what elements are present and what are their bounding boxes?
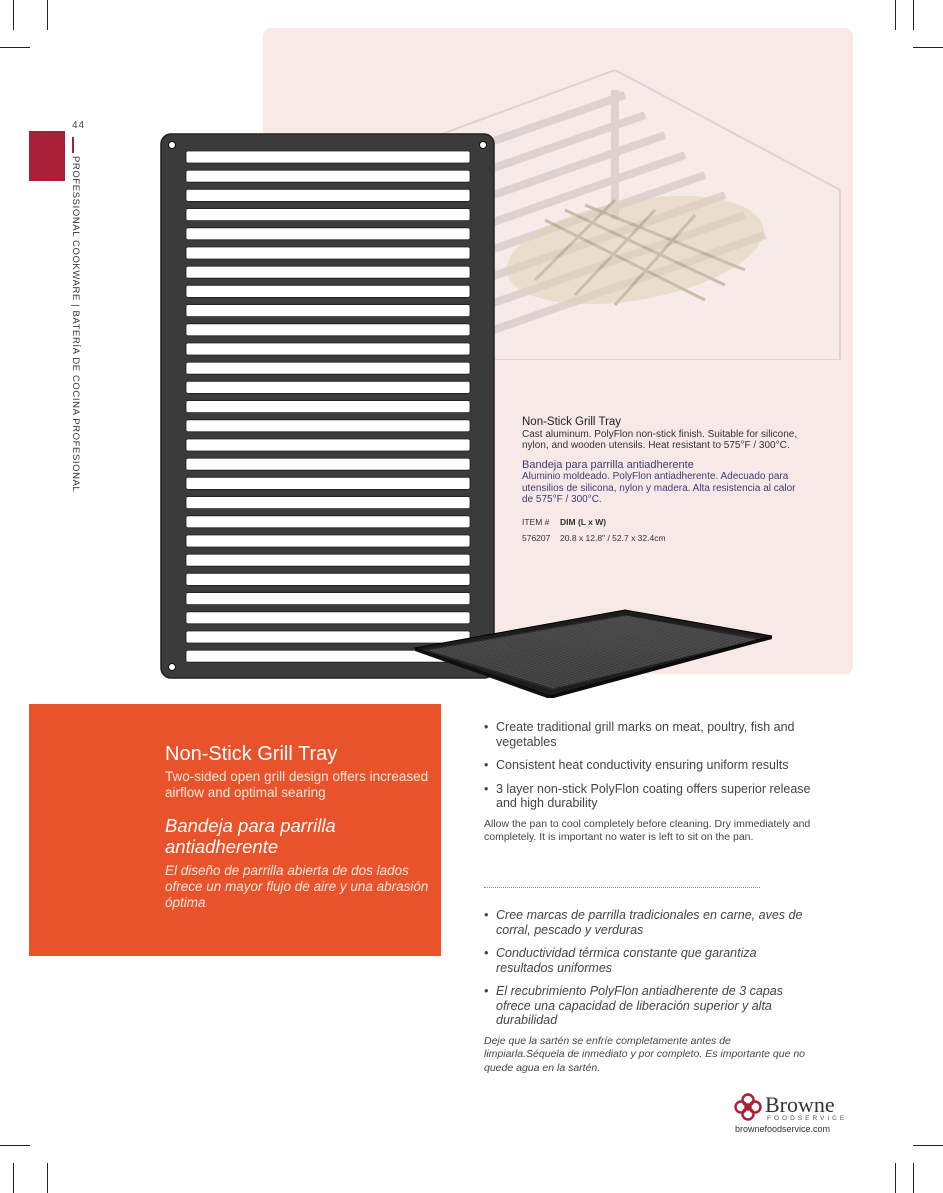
grill-slot — [186, 516, 470, 528]
section-tab — [29, 131, 65, 181]
grill-slot — [186, 247, 470, 259]
grill-slot — [186, 535, 470, 547]
crop-mark — [913, 0, 914, 30]
feature-bullet: • Cree marcas de parrilla tradicionales en carne, aves de corral, pescado y verduras — [484, 908, 814, 937]
grill-slot — [186, 458, 470, 470]
grill-slot — [186, 439, 470, 451]
grill-slot — [186, 381, 470, 393]
crop-mark — [13, 0, 14, 30]
grill-slot — [186, 554, 470, 566]
page-number: 44 — [72, 120, 86, 131]
feature-content — [165, 742, 435, 911]
grill-slot — [186, 305, 470, 317]
feature-subtitle-en: Two-sided open grill design offers increased airflow and optimal searing — [165, 769, 429, 800]
feature-bullet: • 3 layer non-stick PolyFlon coating offers superior release and high durability — [484, 782, 814, 811]
spec-table — [522, 517, 807, 545]
grill-slot — [186, 343, 470, 355]
crop-mark — [913, 47, 943, 48]
grill-rack-image — [160, 133, 495, 679]
spec-header-row — [522, 517, 807, 529]
feature-block — [29, 704, 441, 956]
grill-slot — [186, 170, 470, 182]
product-title-en: Non-Stick Grill Tray — [522, 416, 622, 428]
grill-slot — [186, 593, 470, 605]
care-note-es: Deje que la sartén se enfríe completamente antes de limpiarla.Séquela de inmediato y por completo. Es importante que no quede agua en la sartén. — [484, 1034, 806, 1074]
care-note-en: Allow the pan to cool completely before cleaning. Dry immediately and completely. It is important no water is left to sit on the pan. — [484, 817, 811, 843]
brand-name: Browne — [765, 1092, 835, 1117]
section-label: PROFESSIONAL COOKWARE | BATERÍA DE COCINA PROFESIONAL — [70, 156, 81, 493]
grill-slot — [186, 324, 470, 336]
spec-row — [522, 533, 807, 545]
spec-dimensions: 20.8 x 12.8" / 52.7 x 32.4cm — [560, 533, 666, 543]
crop-mark — [0, 47, 30, 48]
grill-slot — [186, 420, 470, 432]
grill-slot — [186, 151, 470, 163]
brand-sub: FOODSERVICE — [767, 1115, 848, 1122]
feature-bullet: • Consistent heat conductivity ensuring uniform results — [484, 758, 814, 773]
crop-mark — [895, 1163, 896, 1193]
grill-plate-image — [410, 608, 775, 698]
feature-title-es: Bandeja para parrilla antiadherente — [165, 815, 336, 857]
grill-slot — [186, 285, 470, 297]
crop-mark — [13, 1163, 14, 1193]
crop-mark — [0, 1145, 30, 1146]
grill-slot — [186, 189, 470, 201]
product-description-en: Cast aluminum. PolyFlon non-stick finish. Suitable for silicone, nylon, and wooden utensils. Heat resistant to 575°F / 300°C. — [522, 428, 798, 451]
grill-slot — [186, 573, 470, 585]
crop-mark — [895, 0, 896, 30]
crop-mark — [913, 1163, 914, 1193]
grill-slot — [186, 228, 470, 240]
feature-title-en: Non-Stick Grill Tray — [165, 743, 338, 765]
spec-header-dim: DIM (L x W) — [560, 516, 607, 527]
grill-slot — [186, 209, 470, 221]
features-es — [484, 908, 814, 1075]
crop-mark — [47, 1163, 48, 1193]
crop-mark — [913, 1145, 943, 1146]
browne-logo-icon — [733, 1092, 763, 1122]
feature-bullet: • El recubrimiento PolyFlon antiadherente de 3 capas ofrece una capacidad de liberación superior y alta durabilidad — [484, 984, 814, 1028]
section-tab-bar — [72, 137, 74, 153]
feature-subtitle-es: El diseño de parrilla abierta de dos lados ofrece un mayor flujo de aire y una abrasión óptima — [165, 863, 429, 910]
spec-item-number: 576207 — [522, 533, 551, 543]
product-title-es: Bandeja para parrilla antiadherente — [522, 458, 694, 471]
grill-slot — [186, 401, 470, 413]
website-link[interactable]: brownefoodservice.com — [735, 1124, 831, 1134]
grill-slot — [186, 266, 470, 278]
grill-slot — [186, 362, 470, 374]
product-description-es: Aluminio moldeado. PolyFlon antiadherente. Adecuado para utensilios de silicona, nylon y madera. Alta resistencia al calor de 575°F / 300°C. — [522, 471, 796, 505]
grill-slot — [186, 477, 470, 489]
spec-header-item: ITEM # — [522, 516, 550, 527]
dotted-divider — [484, 887, 760, 888]
features-en — [484, 720, 814, 845]
product-info — [522, 417, 807, 550]
feature-bullet: • Conductividad térmica constante que garantiza resultados uniformes — [484, 946, 814, 975]
feature-bullet: • Create traditional grill marks on meat, poultry, fish and vegetables — [484, 720, 814, 749]
grill-slot — [186, 497, 470, 509]
crop-mark — [47, 0, 48, 30]
